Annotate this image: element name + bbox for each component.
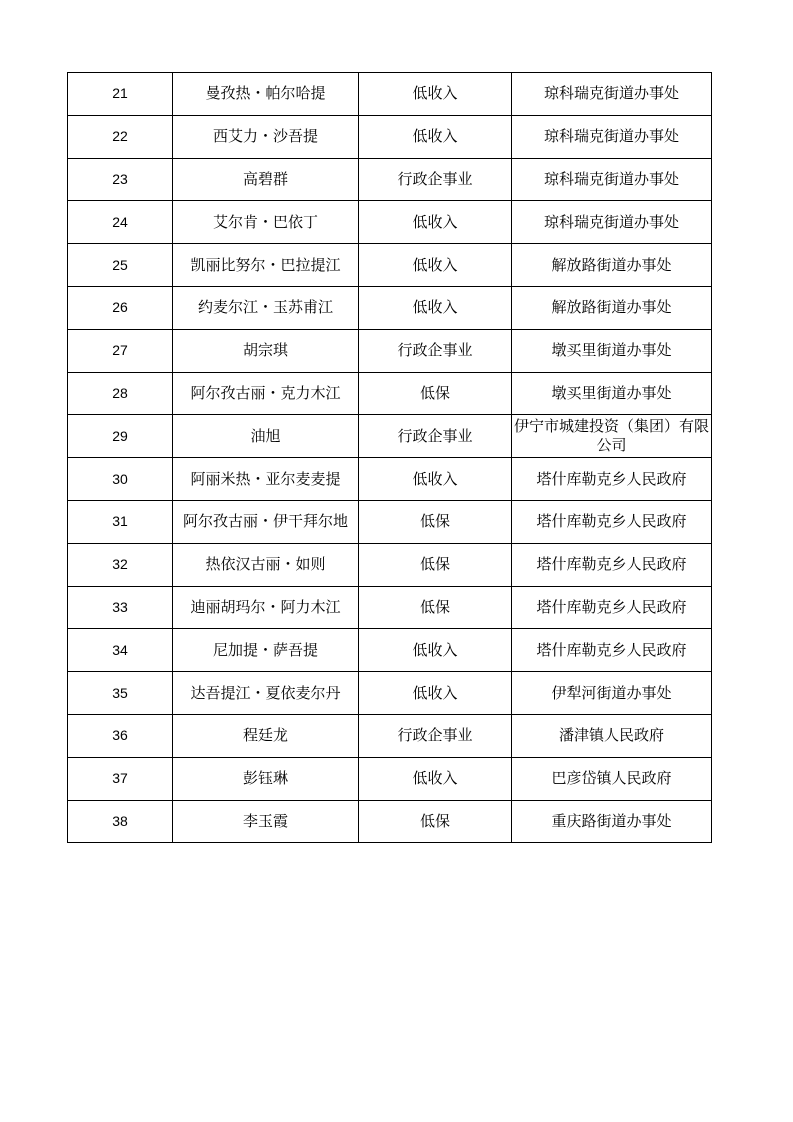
row-number: 24	[68, 201, 173, 244]
person-name: 约麦尔江・玉苏甫江	[173, 286, 359, 329]
category: 低收入	[359, 672, 512, 715]
table-row	[68, 586, 712, 629]
table-row	[68, 329, 712, 372]
row-number: 30	[68, 458, 173, 501]
row-number: 25	[68, 244, 173, 287]
table-row	[68, 629, 712, 672]
table-row	[68, 158, 712, 201]
row-number: 32	[68, 543, 173, 586]
table-row	[68, 415, 712, 458]
unit: 解放路街道办事处	[512, 286, 712, 329]
unit: 潘津镇人民政府	[512, 714, 712, 757]
person-name: 阿丽米热・亚尔麦麦提	[173, 458, 359, 501]
row-number: 34	[68, 629, 173, 672]
person-name: 曼孜热・帕尔哈提	[173, 73, 359, 116]
unit: 解放路街道办事处	[512, 244, 712, 287]
category: 低收入	[359, 244, 512, 287]
person-name: 艾尔肯・巴依丁	[173, 201, 359, 244]
unit: 巴彦岱镇人民政府	[512, 757, 712, 800]
person-name: 李玉霞	[173, 800, 359, 843]
category: 低收入	[359, 757, 512, 800]
row-number: 37	[68, 757, 173, 800]
person-name: 迪丽胡玛尔・阿力木江	[173, 586, 359, 629]
category: 低收入	[359, 73, 512, 116]
person-name: 程廷龙	[173, 714, 359, 757]
row-number: 22	[68, 115, 173, 158]
table-row	[68, 286, 712, 329]
roster-table	[67, 72, 712, 843]
table-row	[68, 458, 712, 501]
table-row	[68, 201, 712, 244]
unit: 琼科瑞克街道办事处	[512, 158, 712, 201]
person-name: 达吾提江・夏依麦尔丹	[173, 672, 359, 715]
unit: 琼科瑞克街道办事处	[512, 115, 712, 158]
person-name: 西艾力・沙吾提	[173, 115, 359, 158]
category: 低收入	[359, 201, 512, 244]
unit: 重庆路街道办事处	[512, 800, 712, 843]
unit: 塔什库勒克乡人民政府	[512, 586, 712, 629]
person-name: 热依汉古丽・如则	[173, 543, 359, 586]
category: 低收入	[359, 629, 512, 672]
unit: 琼科瑞克街道办事处	[512, 73, 712, 116]
unit: 塔什库勒克乡人民政府	[512, 458, 712, 501]
row-number: 29	[68, 415, 173, 458]
table-row	[68, 800, 712, 843]
category: 低保	[359, 500, 512, 543]
table-row	[68, 372, 712, 415]
category: 行政企事业	[359, 329, 512, 372]
row-number: 28	[68, 372, 173, 415]
row-number: 33	[68, 586, 173, 629]
table-row	[68, 672, 712, 715]
table-row	[68, 115, 712, 158]
row-number: 21	[68, 73, 173, 116]
category: 低收入	[359, 286, 512, 329]
unit: 塔什库勒克乡人民政府	[512, 500, 712, 543]
category: 低保	[359, 800, 512, 843]
row-number: 23	[68, 158, 173, 201]
person-name: 凯丽比努尔・巴拉提江	[173, 244, 359, 287]
row-number: 26	[68, 286, 173, 329]
person-name: 阿尔孜古丽・克力木江	[173, 372, 359, 415]
unit: 伊犁河街道办事处	[512, 672, 712, 715]
person-name: 彭钰琳	[173, 757, 359, 800]
table-row	[68, 543, 712, 586]
category: 行政企事业	[359, 714, 512, 757]
row-number: 38	[68, 800, 173, 843]
row-number: 36	[68, 714, 173, 757]
unit: 塔什库勒克乡人民政府	[512, 543, 712, 586]
table-row	[68, 244, 712, 287]
person-name: 胡宗琪	[173, 329, 359, 372]
person-name: 阿尔孜古丽・伊干拜尔地	[173, 500, 359, 543]
unit: 琼科瑞克街道办事处	[512, 201, 712, 244]
person-name: 高碧群	[173, 158, 359, 201]
unit: 墩买里街道办事处	[512, 329, 712, 372]
table-row	[68, 73, 712, 116]
category: 行政企事业	[359, 158, 512, 201]
table-row	[68, 714, 712, 757]
category: 低保	[359, 586, 512, 629]
unit: 塔什库勒克乡人民政府	[512, 629, 712, 672]
table-row	[68, 757, 712, 800]
row-number: 35	[68, 672, 173, 715]
category: 低收入	[359, 115, 512, 158]
category: 低收入	[359, 458, 512, 501]
unit: 墩买里街道办事处	[512, 372, 712, 415]
category: 低保	[359, 372, 512, 415]
person-name: 油旭	[173, 415, 359, 458]
category: 行政企事业	[359, 415, 512, 458]
unit: 伊宁市城建投资（集团）有限公司	[512, 415, 712, 458]
table-row	[68, 500, 712, 543]
row-number: 31	[68, 500, 173, 543]
row-number: 27	[68, 329, 173, 372]
category: 低保	[359, 543, 512, 586]
person-name: 尼加提・萨吾提	[173, 629, 359, 672]
roster-table-body	[68, 73, 712, 843]
